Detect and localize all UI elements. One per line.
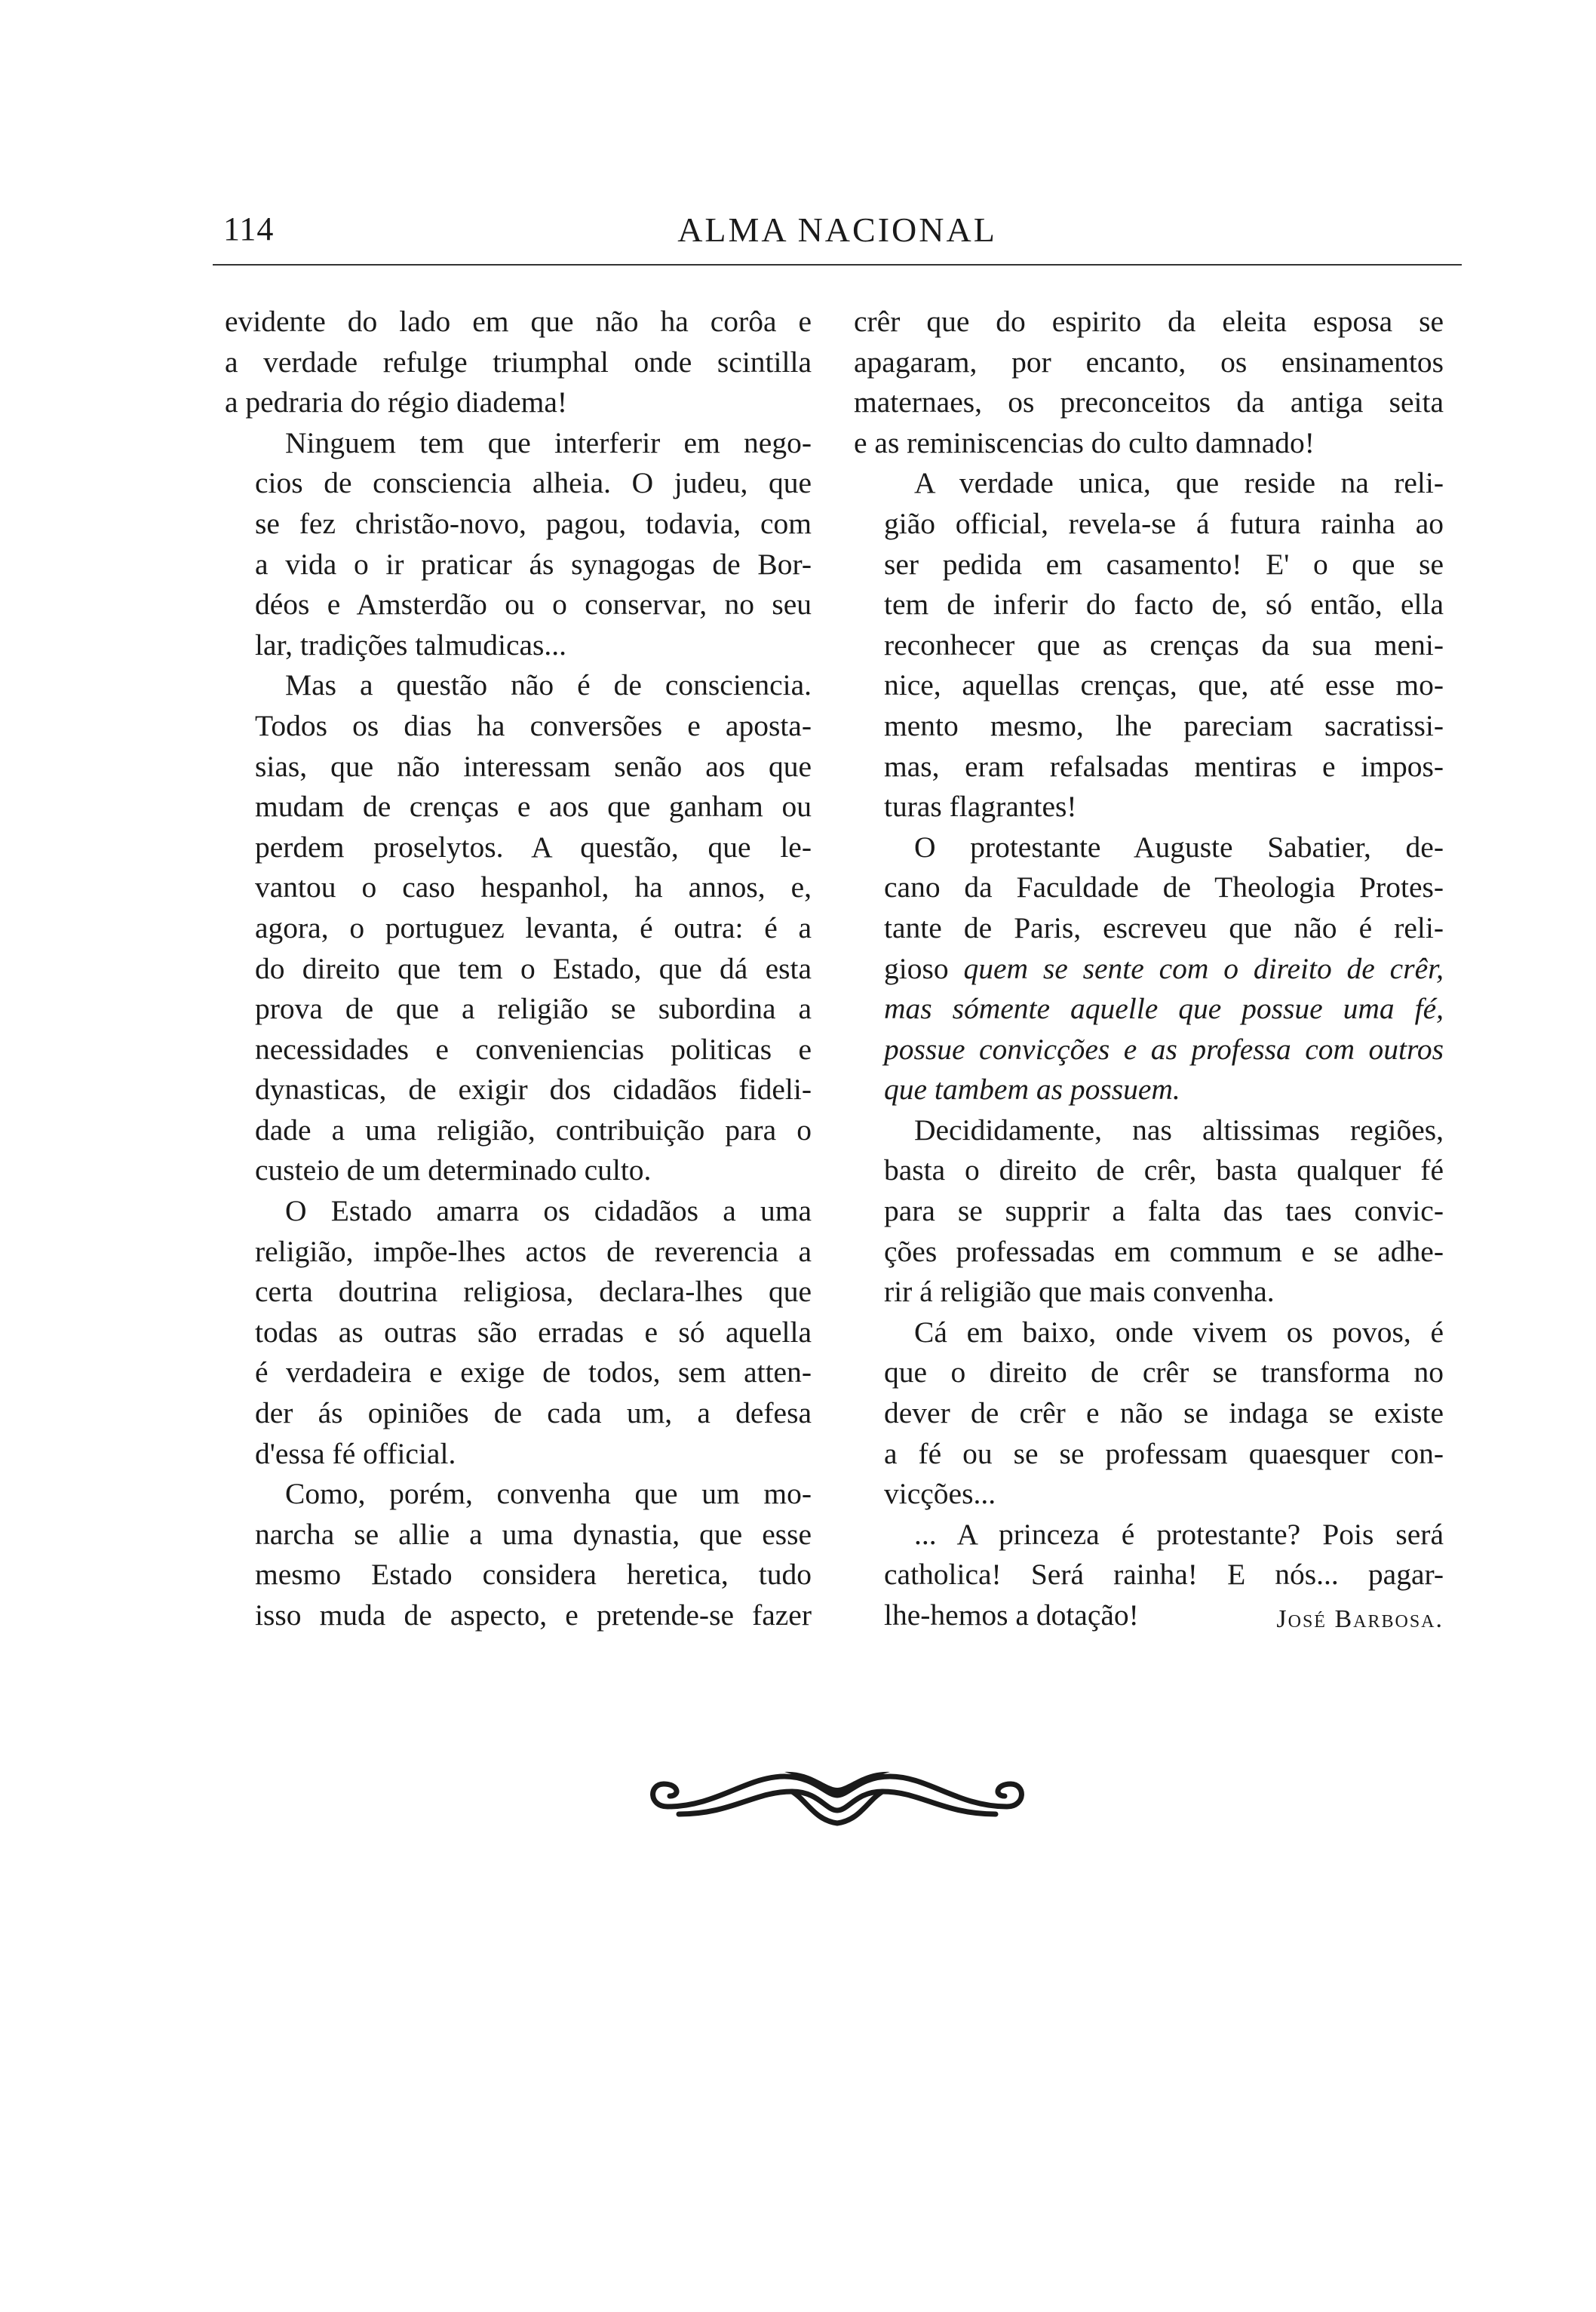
- text-line: evidente do lado em que não ha corôa e: [225, 305, 812, 338]
- text-line: [854, 949, 1444, 990]
- text-line: prova de que a religião se subordina a: [255, 992, 812, 1026]
- text-line: nice, aquellas crenças, que, até esse mo-: [884, 668, 1444, 702]
- author-signature: José Barbosa.: [1276, 1605, 1444, 1633]
- page-number: 114: [223, 210, 275, 247]
- left-column: [225, 302, 812, 1636]
- text-line: basta o direito de crêr, basta qualquer fé: [884, 1153, 1444, 1187]
- text-line: mas, eram refalsadas mentiras e impos-: [884, 749, 1444, 783]
- text-line: que o direito de crêr se transforma no: [884, 1356, 1444, 1389]
- text-line: O protestante Auguste Sabatier, de-: [914, 830, 1444, 864]
- text-line: custeio de um determinado culto.: [255, 1153, 652, 1187]
- text-line: se fez christão-novo, pagou, todavia, com: [255, 506, 812, 540]
- text-line: rir á religião que mais convenha.: [884, 1275, 1275, 1309]
- paragraph: [225, 423, 812, 666]
- paragraph: [854, 302, 1444, 463]
- text-line: a verdade refulge triumphal onde scintilla: [225, 345, 812, 379]
- journal-title: ALMA NACIONAL: [677, 210, 997, 249]
- paragraph: [854, 1110, 1444, 1313]
- text-line: Decididamente, nas altissimas regiões,: [914, 1113, 1444, 1147]
- text-line: Cá em baixo, onde vivem os povos, é: [914, 1315, 1444, 1349]
- text-line: necessidades e conveniencias politicas e: [255, 1032, 812, 1066]
- text-line: agora, o portuguez levanta, é outra: é a: [255, 910, 812, 944]
- header-rule: [213, 264, 1462, 266]
- text-line: apagaram, por encanto, os ensinamentos: [854, 345, 1444, 379]
- text-line: mudam de crenças e aos que ganham ou: [255, 790, 812, 824]
- text-line: catholica! Será rainha! E nós... pagar-: [884, 1558, 1444, 1592]
- text-line: ... A princeza é protestante? Pois será: [914, 1517, 1444, 1551]
- decorative-ornament-icon: [634, 1754, 1041, 1837]
- quotation-italic: que tambem as possuem.: [884, 1073, 1180, 1107]
- text-line: a pedraria do régio diadema!: [225, 385, 568, 419]
- text-line: d'essa fé official.: [255, 1436, 456, 1470]
- paragraph: [854, 463, 1444, 827]
- text-line: vantou o caso hespanhol, ha annos, e,: [255, 870, 812, 904]
- paragraph: [225, 1474, 812, 1635]
- text-line: A verdade unica, que reside na reli-: [914, 466, 1444, 500]
- paragraph: [854, 1313, 1444, 1515]
- paragraph: [225, 1191, 812, 1474]
- text-line: todas as outras são erradas e só aquella: [255, 1315, 812, 1349]
- paragraph: [225, 302, 812, 423]
- text-line: perdem proselytos. A questão, que le-: [255, 830, 812, 864]
- paragraph: [225, 665, 812, 1191]
- text-line: narcha se allie a uma dynastia, que esse: [255, 1517, 812, 1551]
- text-fragment: gioso: [884, 951, 949, 985]
- text-line: religião, impõe-lhes actos de reverencia a: [255, 1234, 812, 1268]
- right-column: [854, 302, 1444, 1636]
- text-line: sias, que não interessam senão aos que: [255, 749, 812, 783]
- text-line: ser pedida em casamento! E' o que se: [884, 547, 1444, 581]
- text-line: a vida o ir praticar ás synagogas de Bor-: [255, 547, 812, 581]
- text-line: tante de Paris, escreveu que não é reli-: [884, 910, 1444, 944]
- text-line: certa doutrina religiosa, declara-lhes que: [255, 1275, 812, 1309]
- text-line: cano da Faculdade de Theologia Protes-: [884, 870, 1444, 904]
- text-line: O Estado amarra os cidadãos a uma: [285, 1194, 812, 1228]
- text-line: do direito que tem o Estado, que dá esta: [255, 951, 812, 985]
- text-line: a fé ou se se professam quaesquer con-: [884, 1436, 1444, 1470]
- text-line: Mas a questão não é de consciencia.: [285, 668, 812, 702]
- text-line: e as reminiscencias do culto damnado!: [854, 425, 1315, 459]
- text-line: déos e Amsterdão ou o conservar, no seu: [255, 588, 812, 622]
- text-line: é verdadeira e exige de todos, sem atten-: [255, 1356, 812, 1389]
- quotation-italic: possue convicções e as professa com outros: [884, 1032, 1444, 1066]
- text-line: crêr que do espirito da eleita esposa se: [854, 305, 1444, 338]
- text-line: mento mesmo, lhe pareciam sacratissi-: [884, 708, 1444, 742]
- text-line: dever de crêr e não se indaga se existe: [884, 1396, 1444, 1430]
- text-line: vicções...: [884, 1477, 996, 1511]
- page-header: [213, 210, 1462, 263]
- text-line: lhe-hemos a dotação!: [884, 1598, 1139, 1632]
- text-line: Como, porém, convenha que um mo-: [285, 1477, 812, 1511]
- text-line: Todos os dias ha conversões e aposta-: [255, 708, 812, 742]
- text-line: tem de inferir do facto de, só então, ella: [884, 588, 1444, 622]
- text-line: ções professadas em commum e se adhe-: [884, 1234, 1444, 1268]
- text-line: mesmo Estado considera heretica, tudo: [255, 1558, 812, 1592]
- text-line: lar, tradições talmudicas...: [255, 628, 567, 662]
- text-line: para se supprir a falta das taes convic-: [884, 1194, 1444, 1228]
- paragraph: [854, 827, 1444, 1110]
- quotation-italic: mas sómente aquelle que possue uma fé,: [884, 992, 1444, 1026]
- text-line: turas flagrantes!: [884, 790, 1077, 824]
- text-line: dade a uma religião, contribuição para o: [255, 1113, 812, 1147]
- text-line: isso muda de aspecto, e pretende-se fazer: [255, 1598, 812, 1632]
- text-line: Ninguem tem que interferir em nego-: [285, 425, 812, 459]
- text-line: maternaes, os preconceitos da antiga seita: [854, 385, 1444, 419]
- text-line: gião official, revela-se á futura rainha ao: [884, 506, 1444, 540]
- quotation-italic: quem se sente com o direito de crêr,: [963, 951, 1444, 985]
- text-line: cios de consciencia alheia. O judeu, que: [255, 466, 812, 500]
- text-line: reconhecer que as crenças da sua meni-: [884, 628, 1444, 662]
- text-line: der ás opiniões de cada um, a defesa: [255, 1396, 812, 1430]
- text-line: dynasticas, de exigir dos cidadãos fideli-: [255, 1073, 812, 1107]
